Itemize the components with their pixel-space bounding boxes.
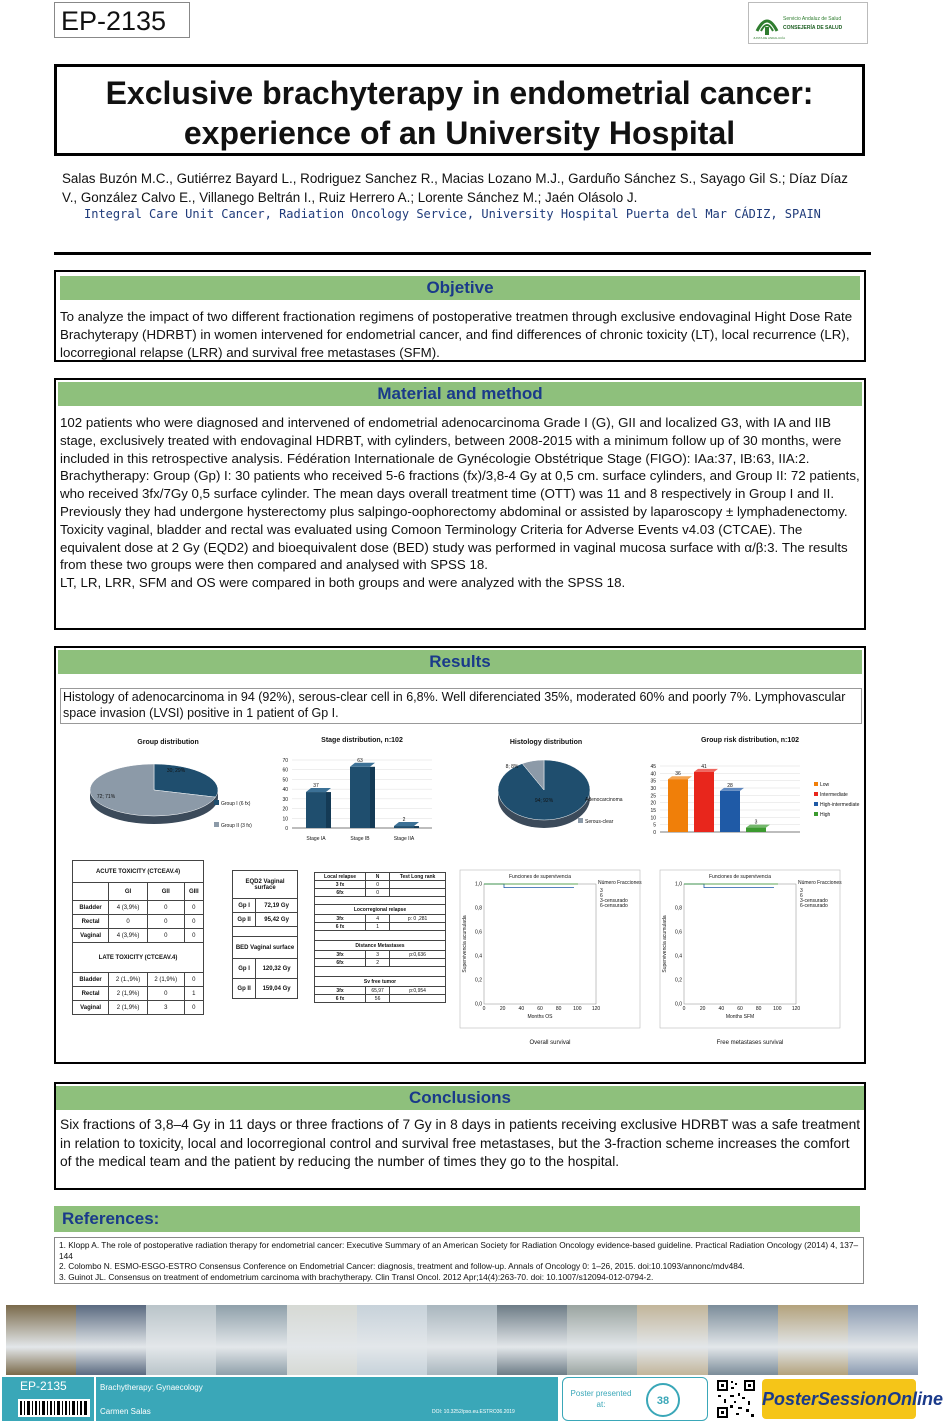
table-cell (315, 897, 446, 905)
legend-swatch (214, 822, 219, 827)
km-y-tick: 0,2 (475, 977, 482, 984)
photo (708, 1305, 778, 1375)
poster-title (54, 64, 865, 156)
table-cell: p:0,954 (390, 987, 446, 995)
table-row (315, 915, 446, 923)
table-cell: 95,42 Gy (256, 913, 298, 927)
table-cell: 0 (366, 881, 390, 889)
method-paragraph-1: 102 patients who were diagnosed and intervened of endometrial adenocarcinoma Grade I (G), GII and localized G3, with IA and IIB stage, exclusively treated with endovaginal HDRBT, with cylinders, between 2008-2015 with a minimum follow up of 30 months, were included in this retrospective analysis. Fédération Internationale de Gynécologie Obstétrique Stage (FIGO): IAa:37, IB:63, IIA:2. (60, 415, 842, 466)
photo (76, 1305, 146, 1375)
table-cell: p: 0 ,281 (390, 915, 446, 923)
km-legend-title: Número Fracciones (598, 880, 642, 886)
bar-side (370, 767, 375, 828)
km-frame (460, 870, 640, 1028)
table-cell: 6fx (315, 889, 366, 897)
km-caption: Free metastases survival (716, 1040, 784, 1046)
y-tick-label: 50 (282, 777, 288, 784)
bar (746, 828, 766, 832)
logo-line-2: CONSEJERÍA DE SALUD (783, 25, 843, 31)
km-y-tick: 0,0 (475, 1001, 482, 1008)
logo-line-3: JUNTA DE ANDALUCÍA (753, 36, 786, 40)
table-row (315, 951, 446, 959)
table-cell: p:0,636 (390, 951, 446, 959)
footer (0, 1375, 943, 1423)
km-y-tick: 0,6 (675, 929, 682, 936)
table-cell: 6 fx (315, 995, 366, 1003)
qr-code-icon (716, 1379, 756, 1419)
table-cell: 120,32 Gy (256, 959, 298, 979)
table-cell: Vaginal (73, 929, 109, 943)
table-cell: EQD2 Vaginal surface (233, 871, 298, 899)
bar (306, 792, 326, 828)
photo (848, 1305, 918, 1375)
results-heading: Results (58, 650, 862, 674)
y-tick-label: 20 (650, 800, 656, 807)
table-cell: 6fx (315, 959, 366, 967)
bar (394, 826, 414, 828)
y-tick-label: 0 (285, 826, 288, 832)
congress-badge-icon (643, 1382, 683, 1418)
table-cell: 159,04 Gy (256, 979, 298, 999)
institution-logo (748, 2, 868, 44)
table-row (315, 881, 446, 889)
table-cell: 3 (147, 1001, 184, 1015)
table-title-row (315, 905, 446, 915)
table-row (73, 1001, 204, 1015)
photo (287, 1305, 357, 1375)
chart-title: Group risk distribution, n:102 (700, 737, 800, 744)
km-x-tick: 100 (573, 1006, 582, 1012)
table-cell: 0 (184, 1001, 203, 1015)
km-title: Funciones de supervivencia (509, 874, 571, 880)
sas-logo-icon (755, 9, 779, 37)
table-title-row (315, 941, 446, 951)
km-x-tick: 60 (537, 1006, 543, 1012)
title-line-2: experience of an University Hospital (183, 115, 736, 151)
table-cell: Gp I (233, 959, 256, 979)
table-row (315, 987, 446, 995)
km-y-tick: 0,4 (475, 953, 482, 960)
photo (778, 1305, 848, 1375)
km-caption: Overall survival (529, 1040, 571, 1046)
km-legend-label: 3 (800, 888, 803, 894)
table-title-row (315, 977, 446, 987)
km-legend-label: 3 (600, 888, 603, 894)
table-cell: GIII (184, 883, 203, 901)
km-x-tick: 20 (699, 1006, 706, 1012)
pie-data-label: 94; 92% (534, 798, 554, 804)
km-x-tick: 40 (518, 1006, 525, 1012)
photo (427, 1305, 497, 1375)
barcode-icon (18, 1399, 90, 1417)
y-tick-label: 10 (650, 815, 656, 822)
chart-title: Histology distribution (509, 739, 583, 746)
table-cell: ACUTE TOXICITY (CTCEAV.4) (73, 861, 204, 883)
table-row (315, 995, 446, 1003)
title-line-1: Exclusive brachyterapy in endometrial cancer: (105, 75, 814, 111)
legend-label: Adenocarcinoma (585, 797, 623, 803)
table-cell (390, 881, 446, 889)
legend-swatch (214, 800, 219, 805)
table-cell: Local relapse (315, 873, 366, 881)
table-cell (390, 995, 446, 1003)
table-cell: 3 (366, 951, 390, 959)
km-legend-label: 6-censurado (800, 903, 828, 909)
km-frame (660, 870, 840, 1028)
table-cell: 65,97 (366, 987, 390, 995)
km-y-tick: 1,0 (475, 881, 482, 888)
bar (668, 779, 688, 832)
km-x-tick: 40 (718, 1006, 725, 1012)
dose-table-wrap (232, 870, 298, 999)
table-cell: GI (109, 883, 148, 901)
table-row (73, 929, 204, 943)
km-y-tick: 0,0 (675, 1001, 682, 1008)
legend-label: Serous-clear (585, 819, 614, 825)
table-cell: Rectal (73, 987, 109, 1001)
legend-swatch (578, 796, 583, 801)
km-legend-label: 6 (600, 893, 603, 899)
footer-topic: Brachytherapy: Gynaecology (100, 1383, 203, 1392)
km-ylabel: Supervivencia acumulada (662, 915, 668, 973)
results-charts (56, 732, 864, 852)
km-x-tick: 20 (499, 1006, 506, 1012)
km-y-tick: 0,6 (475, 929, 482, 936)
bar (720, 791, 740, 832)
table-cell (390, 889, 446, 897)
table-cell: Test Long rank (390, 873, 446, 881)
table-cell: 3fx (315, 951, 366, 959)
y-tick-label: 60 (282, 767, 288, 774)
y-tick-label: 45 (650, 764, 656, 770)
table-cell (390, 923, 446, 931)
footer-id-block (2, 1377, 94, 1421)
km-x-tick: 0 (482, 1006, 486, 1012)
pie-data-label: 72; 71% (96, 794, 116, 800)
y-tick-label: 25 (650, 793, 656, 800)
km-y-tick: 0,8 (675, 905, 682, 912)
table-cell: 0 (184, 915, 203, 929)
conclusions-section (54, 1082, 866, 1190)
survival-plots (460, 870, 860, 1050)
km-x-tick: 120 (791, 1006, 801, 1012)
footer-poster-id: EP-2135 (20, 1379, 67, 1393)
relapse-table-wrap (314, 872, 446, 1003)
table-cell: Sv free tumor (315, 977, 446, 987)
footer-author: Carmen Salas (100, 1407, 151, 1416)
table-spacer-row (315, 897, 446, 905)
references-heading: References: (54, 1206, 860, 1232)
table-cell (390, 959, 446, 967)
table-cell: 56 (366, 995, 390, 1003)
poster-id: EP-2135 (54, 2, 190, 38)
objective-section (54, 270, 866, 362)
table-row (233, 913, 298, 927)
y-tick-label: 40 (282, 787, 288, 794)
table-row (233, 959, 298, 979)
table-cell: 1 (184, 987, 203, 1001)
legend-label: Low (820, 782, 830, 788)
table-cell: GII (147, 883, 184, 901)
km-legend-label: 6-censurado (600, 903, 628, 909)
table-row (315, 923, 446, 931)
legend-swatch (814, 792, 818, 796)
photo (357, 1305, 427, 1375)
legend-swatch (814, 802, 818, 806)
km-legend-label: 3-censurado (600, 898, 628, 904)
km-legend-title: Número Fracciones (798, 880, 842, 886)
affiliation: Integral Care Unit Cancer, Radiation Oncology Service, University Hospital Puerta del Mar CÁDIZ, SPAIN (84, 207, 821, 221)
table-spacer-row (233, 927, 298, 937)
photo (497, 1305, 567, 1375)
table-cell: 3fx (315, 987, 366, 995)
km-legend-label: 3-censurado (800, 898, 828, 904)
table-cell: 4 (3,9%) (109, 929, 148, 943)
x-tick-label: Stage IIA (393, 836, 415, 842)
bar-value-label: 3 (754, 819, 758, 826)
bar-value-label: 37 (313, 783, 319, 790)
objective-text: To analyze the impact of two different fractionation regimens of postoperative treatmen through exclusive endovaginal Hight Dose Rate Brachyterapy (HDRBT) in women intervened for endometrial cancer, and find differences of chronic toxicity (LT), local recurrence (LR), locorregional relapse (LRR) and survival free metastases (SFM). (60, 309, 853, 360)
table-cell (315, 967, 446, 977)
bar-side (326, 792, 331, 828)
photo (637, 1305, 707, 1375)
method-paragraph-3: Toxicity vaginal, bladder and rectal was evaluated using Comoon Terminology Criteria for Adverse Events v4.03 (CTCAE). The equivalent dose at 2 Gy (EQD2) and bioequivalent dose (BED) study was performed in vaginal mucosa surface with α/β:3. The results from these two groups were then compared and analysed with SPSS 18. (60, 521, 848, 573)
y-tick-label: 70 (282, 758, 288, 764)
table-row (315, 959, 446, 967)
results-text-box (60, 688, 862, 724)
km-y-tick: 1,0 (675, 881, 682, 888)
legend-label: High (820, 812, 831, 818)
table-title-row (233, 937, 298, 959)
legend-swatch (814, 812, 818, 816)
table-row (73, 915, 204, 929)
table-cell: 72,19 Gy (256, 899, 298, 913)
conclusions-text: Six fractions of 3,8–4 Gy in 11 days or three fractions of 7 Gy in 8 days in patients receiving exclusive HDRBT was a safe treatment in relation to toxicity, local and locorregional control and survival free metastases, but the 3-fraction scheme increases the comfort of the medical team and the patient by reducing the number of times they go to the hospital. (60, 1117, 861, 1169)
table-cell: Gp II (233, 979, 256, 999)
table-cell: 0 (184, 929, 203, 943)
table-cell: 1 (366, 923, 390, 931)
table-cell: 0 (147, 915, 184, 929)
table-cell: 2 (1,9%) (109, 987, 148, 1001)
bar-value-label: 41 (701, 763, 707, 770)
table-cell: 3fx (315, 915, 366, 923)
logo-line-1: Servicio Andaluz de Salud (783, 16, 842, 22)
table-cell: 4 (366, 915, 390, 923)
pie-data-label: 8; 8% (505, 764, 519, 770)
km-y-tick: 0,8 (475, 905, 482, 912)
table-cell: 2 (366, 959, 390, 967)
y-tick-label: 30 (282, 796, 288, 803)
photo-strip (6, 1305, 918, 1375)
header-divider (54, 252, 871, 255)
references-list (54, 1237, 864, 1284)
method-text (60, 414, 862, 592)
table-row (233, 979, 298, 999)
dose-table (232, 870, 298, 999)
table-row (73, 901, 204, 915)
method-paragraph-4: LT, LR, LRR, SFM and OS were compared in both groups and were analyzed with the SPSS 18. (60, 575, 626, 591)
legend-label: Group I (6 fx) (221, 801, 251, 807)
table-header-row (73, 883, 204, 901)
table-cell: 0 (109, 915, 148, 929)
bar-side (414, 826, 419, 828)
table-cell: Gp I (233, 899, 256, 913)
table-spacer-row (315, 931, 446, 941)
y-tick-label: 15 (650, 808, 656, 814)
bar-value-label: 28 (727, 782, 733, 789)
table-cell: 2 (1.,9%) (109, 973, 148, 987)
table-title-row (73, 861, 204, 883)
table-cell: Bladder (73, 901, 109, 915)
bar-value-label: 2 (402, 817, 406, 824)
chart-title: Group distribution (137, 739, 199, 746)
y-tick-label: 30 (650, 786, 656, 792)
table-cell: Vaginal (73, 1001, 109, 1015)
x-tick-label: Stage IA (306, 836, 326, 842)
footer-poster-label: Poster presented at: (570, 1389, 632, 1409)
table-cell: N (366, 873, 390, 881)
legend-swatch (814, 782, 818, 786)
km-x-tick: 120 (591, 1006, 601, 1012)
reference-item: 3. Guinot JL. Consensus on treatment of endometrium carcinoma with brachytherapy. Clin Transl Oncol. 2012 Apr;14(4):263-70. doi: 10.1007/s12094-012-0794-2. (59, 1271, 654, 1282)
y-tick-label: 40 (650, 771, 656, 778)
y-tick-label: 5 (653, 822, 656, 829)
chart-title: Stage distribution, n:102 (321, 737, 403, 744)
method-section (54, 378, 866, 630)
toxicity-table (72, 860, 204, 1015)
authors: Salas Buzón M.C., Gutiérrez Bayard L., Rodriguez Sanchez R., Macias Lozano M.J., Garduño Sánchez S., Sayago Gil S.; Díaz Díaz V., González Calvo E., Villanego Beltrán I., Ruiz Herrero A.; Lorente Sánchez M.; Jaén Olásolo J. (62, 171, 848, 205)
footer-doi: DOI: 10.3252/pso.eu.ESTRO36.2019 (432, 1409, 515, 1415)
table-cell: LATE TOXICITY (CTCEAV.4) (73, 943, 204, 973)
table-header-row (315, 873, 446, 881)
km-x-tick: 60 (737, 1006, 743, 1012)
pie-data-label: 30; 29% (166, 768, 186, 774)
km-ylabel: Supervivencia acumulada (462, 915, 468, 973)
table-cell: Bladder (73, 973, 109, 987)
table-cell: 0 (147, 929, 184, 943)
table-cell (315, 931, 446, 941)
photo (216, 1305, 286, 1375)
table-cell: 0 (184, 973, 203, 987)
table-row (315, 889, 446, 897)
table-cell: Locorregional relapse (315, 905, 446, 915)
km-y-tick: 0,2 (675, 977, 682, 984)
km-legend-label: 6 (800, 893, 803, 899)
km-x-tick: 100 (773, 1006, 782, 1012)
km-x-tick: 0 (682, 1006, 686, 1012)
x-tick-label: Stage IB (350, 836, 370, 842)
table-row (73, 987, 204, 1001)
toxicity-table-wrap (72, 860, 204, 1015)
table-row (73, 973, 204, 987)
footer-topic-block (96, 1377, 558, 1421)
bar-top (394, 822, 419, 826)
bar (694, 772, 714, 832)
results-text: Histology of adenocarcinoma in 94 (92%), serous-clear cell in 6,8%. Well diferenciated 35%, moderated 60% and poorly 7%. Lymphovascular space invasion (LVSI) positive in 1 patient of Gp I. (63, 690, 846, 720)
y-tick-label: 20 (282, 806, 288, 813)
km-x-tick: 80 (755, 1006, 762, 1012)
relapse-table (314, 872, 446, 1003)
bar-value-label: 36 (675, 771, 681, 778)
legend-label: Intermediate (820, 792, 848, 798)
table-cell (73, 883, 109, 901)
table-cell: 2 (1,9%) (109, 1001, 148, 1015)
km-title: Funciones de supervivencia (709, 874, 771, 880)
table-cell: BED Vaginal surface (233, 937, 298, 959)
objective-heading: Objetive (60, 276, 860, 300)
results-section (54, 646, 866, 1064)
table-cell: 4 (3,9%) (109, 901, 148, 915)
footer-poster-badge (562, 1377, 708, 1421)
table-cell (233, 927, 298, 937)
badge-number: 38 (656, 1395, 670, 1407)
table-cell: 3 fx (315, 881, 366, 889)
legend-swatch (578, 818, 583, 823)
table-cell: 6 fx (315, 923, 366, 931)
table-cell: Rectal (73, 915, 109, 929)
reference-item: 2. Colombo N. ESMO-ESGO-ESTRO Consensus Conference on Endometrial Cancer: diagnosis, treatment and follow-up. Annals of Oncology 0: 1–26, 2015. doi:10.1093/annonc/mdv484. (59, 1261, 745, 1271)
photo (567, 1305, 637, 1375)
table-row (233, 899, 298, 913)
y-tick-label: 10 (282, 816, 288, 823)
table-cell: 2 (1,9%) (147, 973, 184, 987)
km-x-tick: 80 (555, 1006, 562, 1012)
table-cell: 0 (366, 889, 390, 897)
bar-top (746, 825, 770, 828)
footer-brand-logo[interactable]: PosterSessionOnline (762, 1379, 916, 1419)
table-title-row (73, 943, 204, 973)
km-xlabel: Months OS (527, 1014, 553, 1020)
bar-value-label: 63 (357, 757, 363, 764)
table-cell: 0 (147, 901, 184, 915)
y-tick-label: 35 (650, 778, 656, 785)
photo (6, 1305, 76, 1375)
table-cell: Gp II (233, 913, 256, 927)
y-tick-label: 0 (653, 830, 656, 836)
km-xlabel: Months SFM (725, 1014, 755, 1020)
conclusions-heading: Conclusions (56, 1086, 864, 1110)
method-heading: Material and method (58, 382, 862, 406)
legend-label: Group II (3 fx) (221, 823, 252, 829)
reference-item: 1. Klopp A. The role of postoperative radiation therapy for endometrial cancer: Executive Summary of an American Society for Radiation Oncology evidence-based guideline. Practical Radiation Oncology (2014) 4, 137–144 (59, 1240, 859, 1261)
photo (146, 1305, 216, 1375)
table-cell: 0 (147, 987, 184, 1001)
bar (350, 767, 370, 828)
table-cell: Distance Metastases (315, 941, 446, 951)
table-cell: 0 (184, 901, 203, 915)
table-title-row (233, 871, 298, 899)
km-y-tick: 0,4 (675, 953, 682, 960)
legend-label: High-intermediate (820, 802, 860, 808)
method-paragraph-2: Brachytherapy: Group (Gp) I: 30 patients who received 5-6 fractions (fx)/3,8-4 Gy at 0,5 cm. surface cylinders, and Group II: 72 patients, who received 3fx/7Gy 0,5 surface cylinder. The mean days overall treatment time (OTT) was 11 and 8 respectively in Group I and II. Previously they had undergone hysterectomy plus salpingo-oophorectomy abdominal or assisted by laparoscopy ± lymphadenectomy. (60, 468, 860, 519)
table-spacer-row (315, 967, 446, 977)
